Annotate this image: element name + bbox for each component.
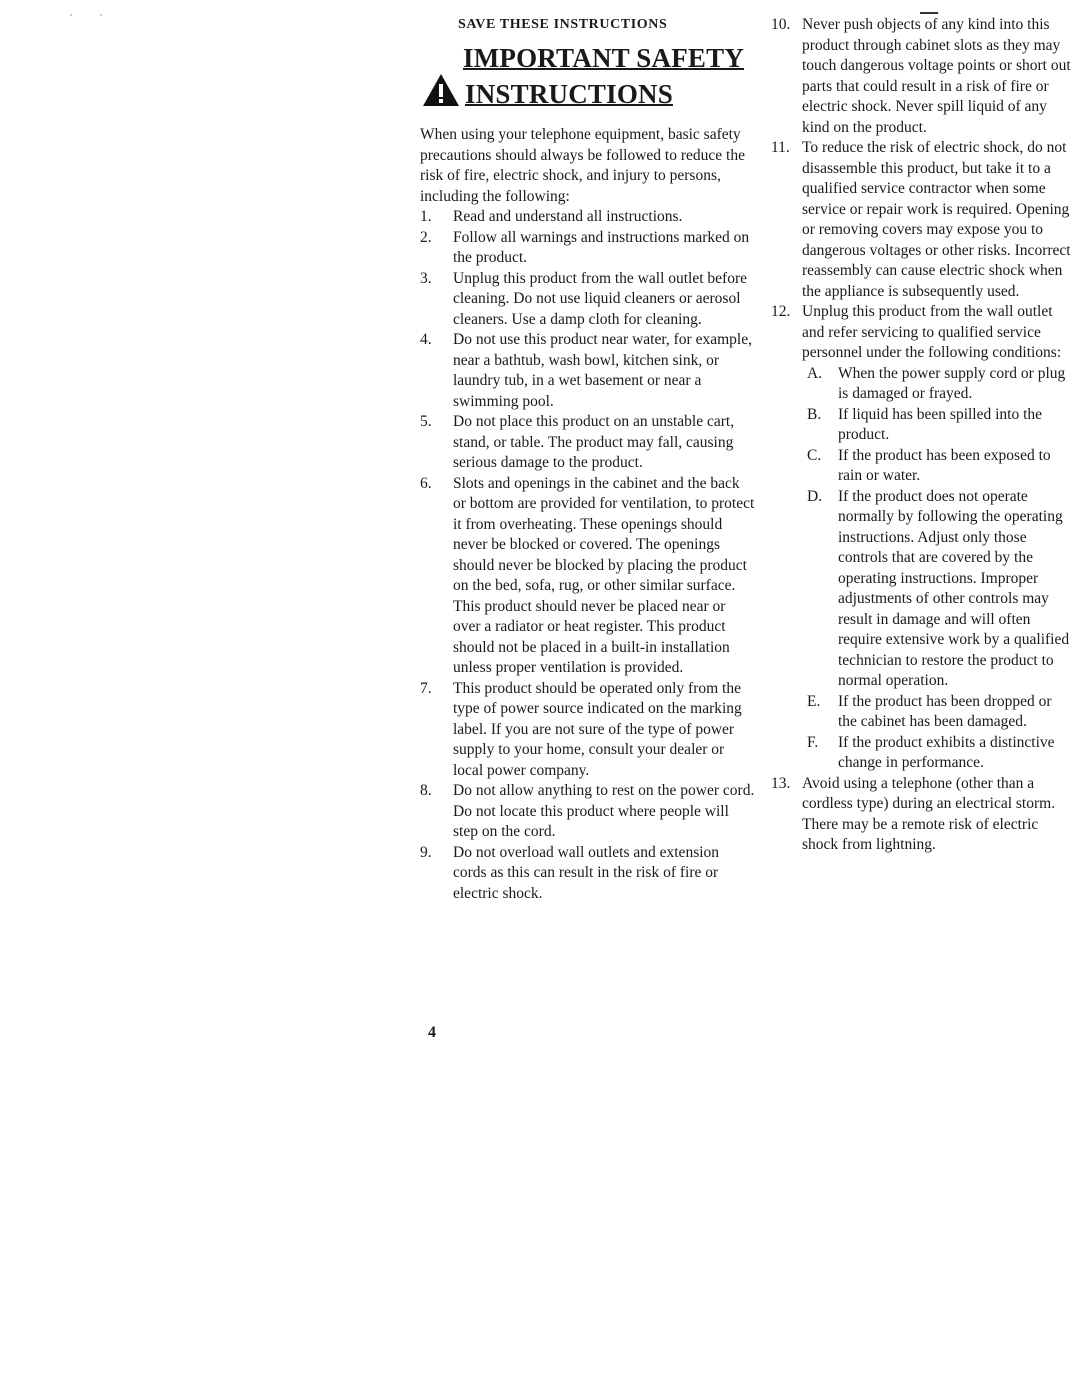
sub-list-item xyxy=(802,364,1073,405)
right-column xyxy=(773,15,1073,856)
instruction-list-left xyxy=(420,207,755,904)
item-text: Follow all warnings and instructions marked on the product. xyxy=(453,228,750,266)
page-title-line1: IMPORTANT SAFETY xyxy=(463,43,745,73)
left-column xyxy=(420,15,755,904)
item-number: 10. xyxy=(771,16,791,33)
page-number: 4 xyxy=(428,1024,436,1041)
item-number: 12. xyxy=(771,303,791,320)
item-number: 1. xyxy=(420,208,432,225)
sub-item-text: If the product has been exposed to rain or water. xyxy=(838,446,1051,484)
sub-item-letter: B. xyxy=(807,405,822,423)
item-text: Unplug this product from the wall outlet before cleaning. Do not use liquid cleaners or aerosol cleaners. Use a damp cloth for cleaning. xyxy=(453,269,748,328)
sub-list-item xyxy=(802,733,1073,774)
list-item xyxy=(420,228,755,269)
sub-item-text: If liquid has been spilled into the product. xyxy=(838,405,1043,443)
sub-item-text: When the power supply cord or plug is damaged or frayed. xyxy=(838,364,1066,402)
sub-list-item xyxy=(802,692,1073,733)
sub-item-text: If the product does not operate normally by following the operating instructions. Adjust only those controls that are covered by the operating instructions. Improper adjustments of other controls may result in damage and will often require extensive work by a qualified technician to restore the product to normal operation. xyxy=(838,487,1070,689)
list-item xyxy=(773,774,1073,856)
item-number: 7. xyxy=(420,679,432,697)
list-item xyxy=(773,138,1073,302)
page-title-line2: INSTRUCTIONS xyxy=(465,79,673,109)
item-text: Do not overload wall outlets and extension cords as this can result in the risk of fire or electric shock. xyxy=(453,843,720,902)
instruction-list-right xyxy=(773,15,1073,856)
list-item xyxy=(420,269,755,331)
item-number: 13. xyxy=(771,774,791,792)
sub-list-item xyxy=(802,487,1073,692)
sub-list-item xyxy=(802,405,1073,446)
item-number: 11. xyxy=(771,139,790,156)
scan-speck xyxy=(70,14,72,16)
item-text: This product should be operated only from the type of power source indicated on the marking label. If you are not sure of the type of power supply to your home, consult your dealer or local power company. xyxy=(453,679,742,779)
item-text: Never push objects of any kind into this product through cabinet slots as they may touch dangerous voltage points or short out parts that could result in a risk of fire or electric shock. Never spill liquid of any kind on the product. xyxy=(802,16,1071,136)
sub-item-text: If the product has been dropped or the cabinet has been damaged. xyxy=(838,692,1052,730)
sub-list-item xyxy=(802,446,1073,487)
item-number: 6. xyxy=(420,474,432,492)
item-text: Do not use this product near water, for example, near a bathtub, wash bowl, kitchen sink, or laundry tub, in a wet basement or near a swimming pool. xyxy=(453,331,752,410)
list-item xyxy=(420,843,755,905)
item-number: 8. xyxy=(420,782,432,799)
save-instructions-heading: SAVE THESE INSTRUCTIONS xyxy=(458,17,668,32)
item-number: 3. xyxy=(420,269,432,287)
list-item xyxy=(420,330,755,412)
item-text: Do not allow anything to rest on the power cord. Do not locate this product where people will step on the cord. xyxy=(453,782,755,840)
list-item xyxy=(773,15,1073,138)
item-text: Do not place this product on an unstable cart, stand, or table. The product may fall, causing serious damage to the product. xyxy=(453,413,735,471)
item-text: To reduce the risk of electric shock, do not disassemble this product, but take it to a qualified service contractor when some service or repair work is required. Opening or removing covers may expose you to dangerous voltages or other risks. Incorrect reassembly can cause electric shock when the appliance is subsequently used. xyxy=(802,139,1071,300)
list-item xyxy=(420,474,755,679)
scan-speck xyxy=(100,14,102,16)
item-text: Unplug this product from the wall outlet and refer servicing to qualified service personnel under the following conditions: xyxy=(802,303,1062,361)
intro-paragraph: When using your telephone equipment, basic safety precautions should always be followed to reduce the risk of fire, electric shock, and injury to persons, including the following: xyxy=(420,126,745,205)
sub-item-text: If the product exhibits a distinctive change in performance. xyxy=(838,733,1055,771)
sub-item-letter: A. xyxy=(807,364,823,382)
item-number: 2. xyxy=(420,228,432,246)
list-item xyxy=(420,207,755,228)
list-item xyxy=(420,412,755,474)
list-item xyxy=(773,302,1073,774)
sub-item-letter: E. xyxy=(807,692,821,710)
list-item xyxy=(420,679,755,782)
list-item xyxy=(420,781,755,843)
sub-item-letter: D. xyxy=(807,487,823,505)
title-block xyxy=(420,37,755,115)
item-text: Read and understand all instructions. xyxy=(453,208,683,225)
condition-sublist xyxy=(802,364,1073,774)
item-number: 5. xyxy=(420,413,432,430)
item-text: Avoid using a telephone (other than a cordless type) during an electrical storm. There may be a remote risk of electric shock from lightning. xyxy=(802,774,1056,853)
item-number: 4. xyxy=(420,331,432,348)
scan-mark xyxy=(920,12,938,14)
item-text: Slots and openings in the cabinet and the back or bottom are provided for ventilation, to protect it from overheating. These openings should never be blocked or covered. The openings should never be blocked by placing the product on the bed, sofa, rug, or other similar surface. This product should never be placed near or over a radiator or heat register. This product should not be placed in a built-in installation unless proper ventilation is provided. xyxy=(453,474,755,676)
warning-triangle-icon xyxy=(422,73,460,107)
sub-item-letter: F. xyxy=(807,733,819,751)
item-number: 9. xyxy=(420,843,432,861)
sub-item-letter: C. xyxy=(807,446,822,464)
